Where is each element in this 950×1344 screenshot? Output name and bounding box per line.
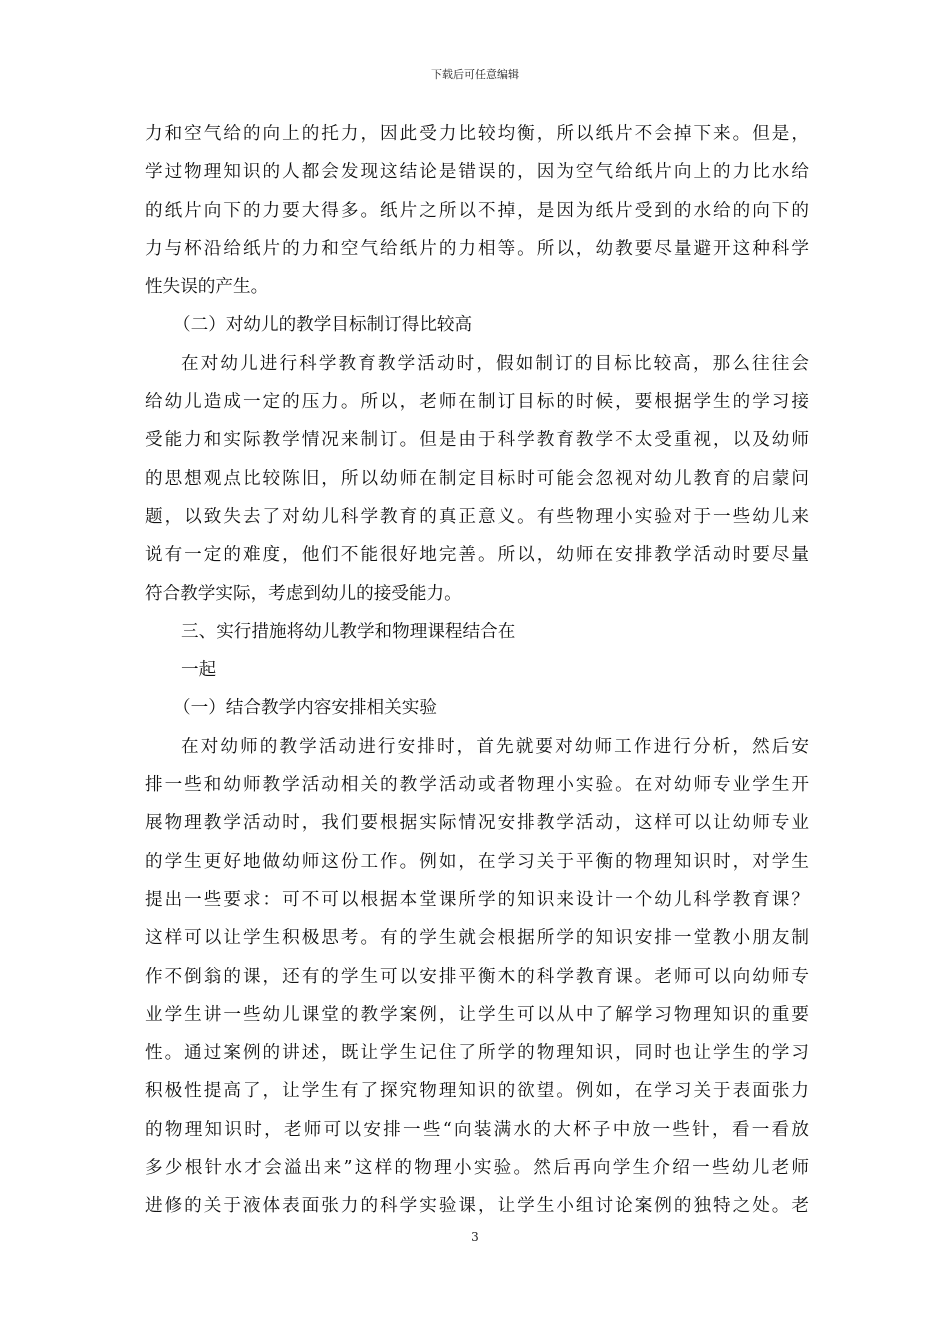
body-line: 力和空气给的向上的托力，因此受力比较均衡，所以纸片不会掉下来。但是，: [145, 124, 809, 144]
body-line: 符合教学实际，考虑到幼儿的接受能力。: [145, 583, 462, 604]
body-line: 多少根针水才会溢出来”这样的物理小实验。然后再向学生介绍一些幼儿老师: [145, 1158, 809, 1179]
body-line: 题，以致失去了对幼儿科学教育的真正意义。有些物理小实验对于一些幼儿来: [145, 506, 809, 527]
body-line: 积极性提高了，让学生有了探究物理知识的欲望。例如，在学习关于表面张力: [145, 1081, 809, 1102]
body-line: 排一些和幼师教学活动相关的教学活动或者物理小实验。在对幼师专业学生开: [145, 775, 809, 796]
body-line: 提出一些要求：可不可以根据本堂课所学的知识来设计一个幼儿科学教育课？: [145, 889, 809, 910]
body-line: 作不倒翁的课，还有的学生可以安排平衡木的科学教育课。老师可以向幼师专: [145, 966, 809, 987]
body-line: 的纸片向下的力要大得多。纸片之所以不掉，是因为纸片受到的水给的向下的: [145, 200, 809, 221]
body-line: 说有一定的难度，他们不能很好地完善。所以，幼师在安排教学活动时要尽量: [145, 545, 809, 566]
body-line: 力与杯沿给纸片的力和空气给纸片的力相等。所以，幼教要尽量避开这种科学: [145, 238, 809, 259]
body-line: 给幼儿造成一定的压力。所以，老师在制订目标的时候，要根据学生的学习接: [145, 392, 809, 413]
body-line: 在对幼儿进行科学教育教学活动时，假如制订的目标比较高，那么往往会: [181, 353, 809, 374]
section-heading: （一）结合教学内容安排相关实验: [173, 698, 437, 719]
body-line: 的物理知识时，老师可以安排一些“向装满水的大杯子中放一些针，看一看放: [145, 1119, 809, 1140]
body-line: 的思想观点比较陈旧，所以幼师在制定目标时可能会忽视对幼儿教育的启蒙问: [145, 468, 809, 489]
body-line: 这样可以让学生积极思考。有的学生就会根据所学的知识安排一堂教小朋友制: [145, 928, 809, 949]
body-line: 展物理教学活动时，我们要根据实际情况安排教学活动，这样可以让幼师专业: [145, 813, 809, 834]
body-line: 受能力和实际教学情况来制订。但是由于科学教育教学不太受重视，以及幼师: [145, 430, 809, 451]
document-body: [145, 115, 809, 1226]
body-line: 进修的关于液体表面张力的科学实验课，让学生小组讨论案例的独特之处。老: [145, 1196, 809, 1217]
body-line: 性。通过案例的讲述，既让学生记住了所学的物理知识，同时也让学生的学习: [145, 1043, 809, 1064]
body-line: 性失误的产生。: [145, 277, 269, 298]
section-heading: （二）对幼儿的教学目标制订得比较高: [173, 315, 473, 336]
body-line: 的学生更好地做幼师这份工作。例如，在学习关于平衡的物理知识时，对学生: [145, 851, 809, 872]
chapter-heading: 三、实行措施将幼儿教学和物理课程结合在: [181, 621, 516, 642]
page-number: 3: [471, 1230, 479, 1244]
page-header: 下载后可任意编辑: [431, 68, 519, 81]
chapter-heading-continued: 一起: [181, 660, 217, 681]
body-line: 业学生讲一些幼儿课堂的教学案例，让学生可以从中了解学习物理知识的重要: [145, 1004, 809, 1025]
body-line: 在对幼师的教学活动进行安排时，首先就要对幼师工作进行分析，然后安: [181, 736, 809, 757]
body-line: 学过物理知识的人都会发现这结论是错误的，因为空气给纸片向上的力比水给: [145, 162, 809, 183]
